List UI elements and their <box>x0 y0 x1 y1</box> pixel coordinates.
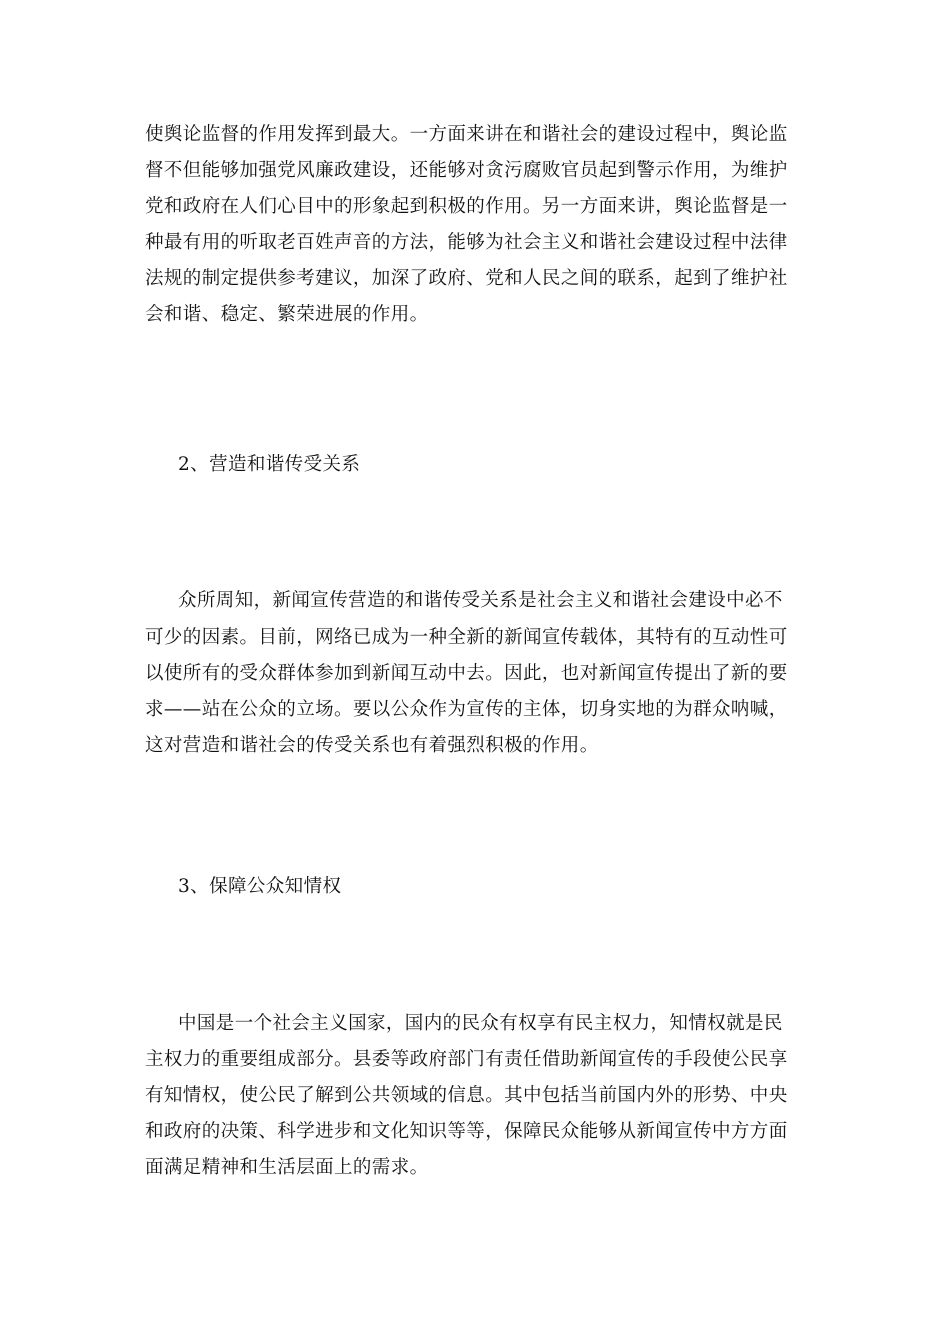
paragraph-1-line: 使舆论监督的作用发挥到最大。一方面来讲在和谐社会的建设过程中，舆论监 <box>145 124 788 145</box>
paragraph-2-line: 求——站在公众的立场。要以公众作为宣传的主体，切身实地的为群众呐喊， <box>145 699 788 720</box>
section-heading-3: 3、保障公众知情权 <box>178 876 342 897</box>
paragraph-3-line: 有知情权，使公民了解到公共领域的信息。其中包括当前国内外的形势、中央 <box>145 1085 788 1106</box>
paragraph-3-line: 主权力的重要组成部分。县委等政府部门有责任借助新闻宣传的手段使公民享 <box>145 1049 788 1070</box>
paragraph-2-line: 众所周知，新闻宣传营造的和谐传受关系是社会主义和谐社会建设中必不 <box>178 590 783 611</box>
paragraph-1-line: 党和政府在人们心目中的形象起到积极的作用。另一方面来讲，舆论监督是一 <box>145 196 788 217</box>
paragraph-1-line: 会和谐、稳定、繁荣进展的作用。 <box>145 304 429 325</box>
paragraph-2-line: 这对营造和谐社会的传受关系也有着强烈积极的作用。 <box>145 735 599 756</box>
section-heading-2: 2、营造和谐传受关系 <box>178 454 361 475</box>
paragraph-2-line: 以使所有的受众群体参加到新闻互动中去。因此，也对新闻宣传提出了新的要 <box>145 663 788 684</box>
paragraph-3-line: 面满足精神和生活层面上的需求。 <box>145 1157 429 1178</box>
paragraph-1-line: 督不但能够加强党风廉政建设，还能够对贪污腐败官员起到警示作用，为维护 <box>145 160 788 181</box>
paragraph-3-line: 和政府的决策、科学进步和文化知识等等，保障民众能够从新闻宣传中方方面 <box>145 1121 788 1142</box>
paragraph-3-line: 中国是一个社会主义国家，国内的民众有权享有民主权力，知情权就是民 <box>178 1013 783 1034</box>
paragraph-1-line: 法规的制定提供参考建议，加深了政府、党和人民之间的联系，起到了维护社 <box>145 268 788 289</box>
paragraph-2-line: 可少的因素。目前，网络已成为一种全新的新闻宣传载体，其特有的互动性可 <box>145 627 788 648</box>
paragraph-1-line: 种最有用的听取老百姓声音的方法，能够为社会主义和谐社会建设过程中法律 <box>145 232 788 253</box>
